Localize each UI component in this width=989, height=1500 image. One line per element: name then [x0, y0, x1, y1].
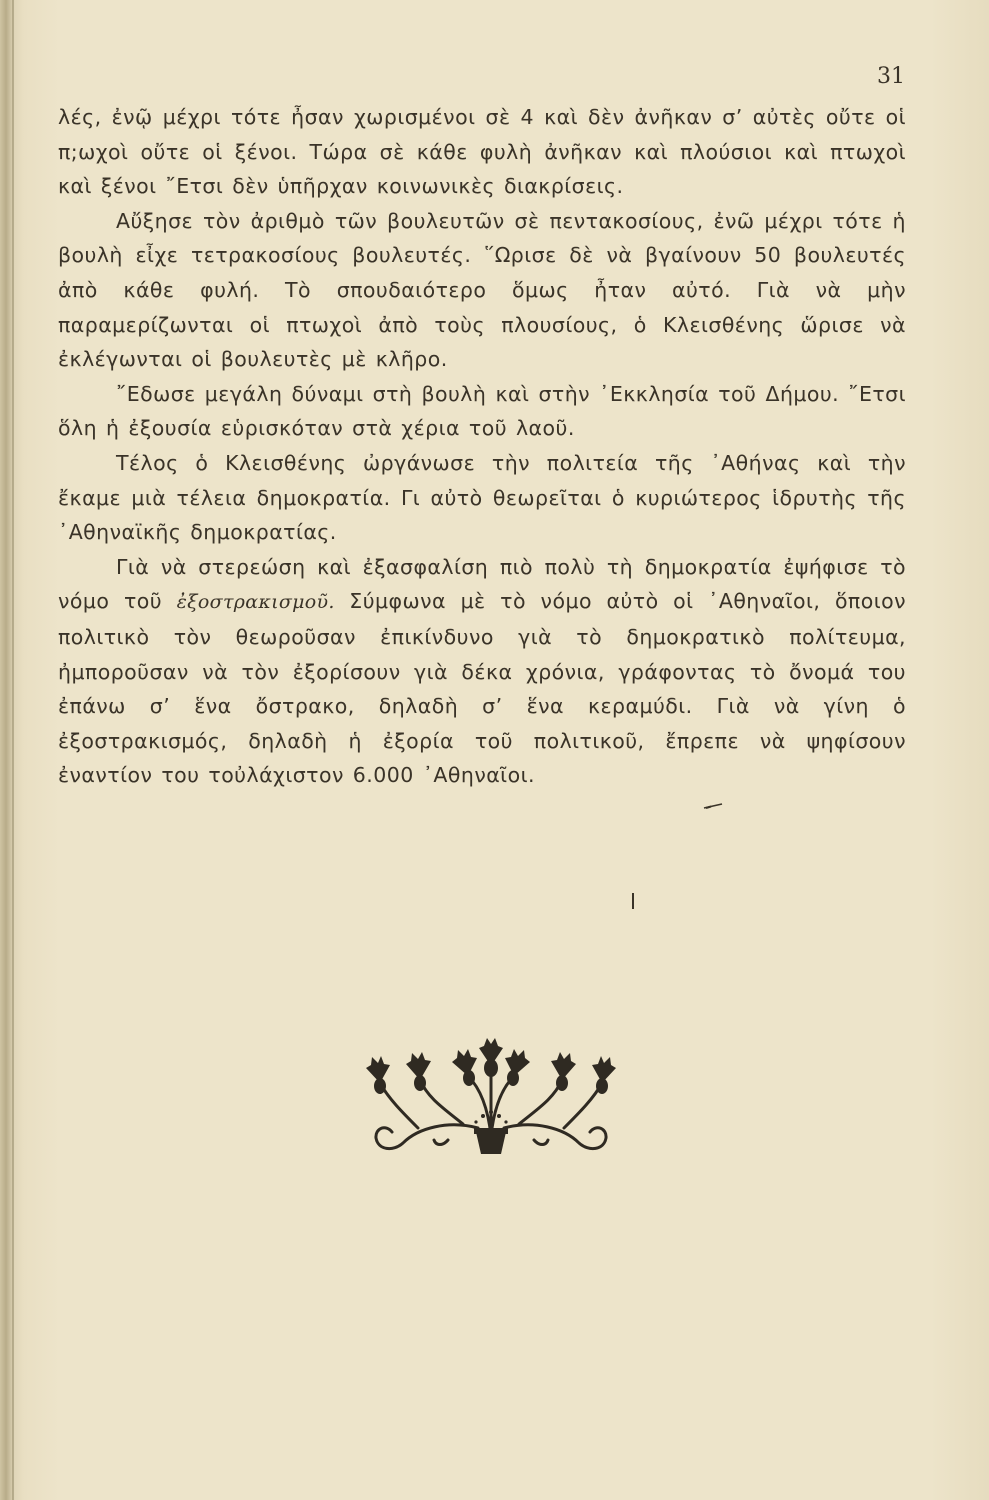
stray-tick-mark — [632, 893, 634, 909]
page-number: 31 — [877, 64, 905, 89]
paragraph-2: Αὔξησε τὸν ἀριθμὸ τῶν βουλευτῶν σὲ πεντακοσίους, ἐνῶ μέχρι τότε ἡ βουλὴ εἶχε τετρακοσίους βουλευτές. ῞Ωρισε δὲ νὰ βγαίνουν 50 βουλευτές ἀπὸ κάθε φυλή. Τὸ σπουδαιότερο ὅμως ἦταν αὐτό. Γιὰ νὰ μὴν παραμερίζωνται οἱ πτωχοὶ ἀπὸ τοὺς πλουσίους, ὁ Κλεισθένης ὥρισε νὰ ἐκλέγωνται οἱ βουλευτὲς μὲ κλῆρο. — [58, 208, 906, 372]
paragraph-4: Τέλος ὁ Κλεισθένης ὠργάνωσε τὴν πολιτεία τῆς ᾿Αθήνας καὶ τὴν ἔκαμε μιὰ τέλεια δημοκρατία. Γι αὐτὸ θεωρεῖται ὁ κυριώτερος ἱδρυτὴς τῆς ᾿Αθηναϊκῆς δημοκρατίας. — [58, 450, 906, 545]
binding-gutter — [12, 0, 14, 1500]
floral-vase-ornament — [348, 1028, 634, 1158]
paragraph-3: ῎Εδωσε μεγάλη δύναμι στὴ βουλὴ καὶ στὴν ᾿Εκκλησία τοῦ Δήμου. ῎Ετσι ὅλη ἡ ἐξουσία εὑρισκόταν στὰ χέρια τοῦ λαοῦ. — [58, 381, 906, 441]
paragraph-5-lead: Γιὰ νὰ στερεώση καὶ ἐξασφαλίση πιὸ πολὺ τὴ δημοκρατία ἐψήφισε τὸ νόμο τοῦ — [58, 554, 906, 614]
body-text — [58, 100, 906, 793]
paragraph-1: λές, ἐνῷ μέχρι τότε ἦσαν χωρισμένοι σὲ 4 καὶ δὲν ἀνῆκαν σ’ αὐτὲς οὔτε οἱ π;ωχοὶ οὔτε οἱ ξένοι. Τώρα σὲ κάθε φυλὴ ἀνῆκαν καὶ πλούσιοι καὶ πτωχοὶ καὶ ξένοι ῎Ετσι δὲν ὑπῆρχαν κοινωνικὲς διακρίσεις. — [58, 105, 906, 199]
ostracism-term: ἐξοστρακισμοῦ. — [176, 591, 335, 614]
stray-ink-mark — [703, 803, 723, 809]
paragraph-5-rest: Σύμφωνα μὲ τὸ νόμο αὐτὸ οἱ ᾿Αθηναῖοι, ὅποιον πολιτικὸ τὸν θεωροῦσαν ἐπικίνδυνο γιὰ τὸ δημοκρατικὸ πολίτευμα, ἠμποροῦσαν νὰ τὸν ἐξορίσουν γιὰ δέκα χρόνια, γράφοντας τὸ ὄνομά του ἐπάνω σ’ ἕνα ὄστρακο, δηλαδὴ σ’ ἕνα κεραμύδι. Γιὰ νὰ γίνη ὁ ἐξοστρακισμός, δηλαδὴ ἡ ἐξορία τοῦ πολιτικοῦ, ἔπρεπε νὰ ψηφίσουν ἐναντίον του τοὐλάχιστον 6.000 ᾿Αθηναῖοι. — [58, 589, 906, 788]
paragraph-5 — [58, 550, 906, 793]
